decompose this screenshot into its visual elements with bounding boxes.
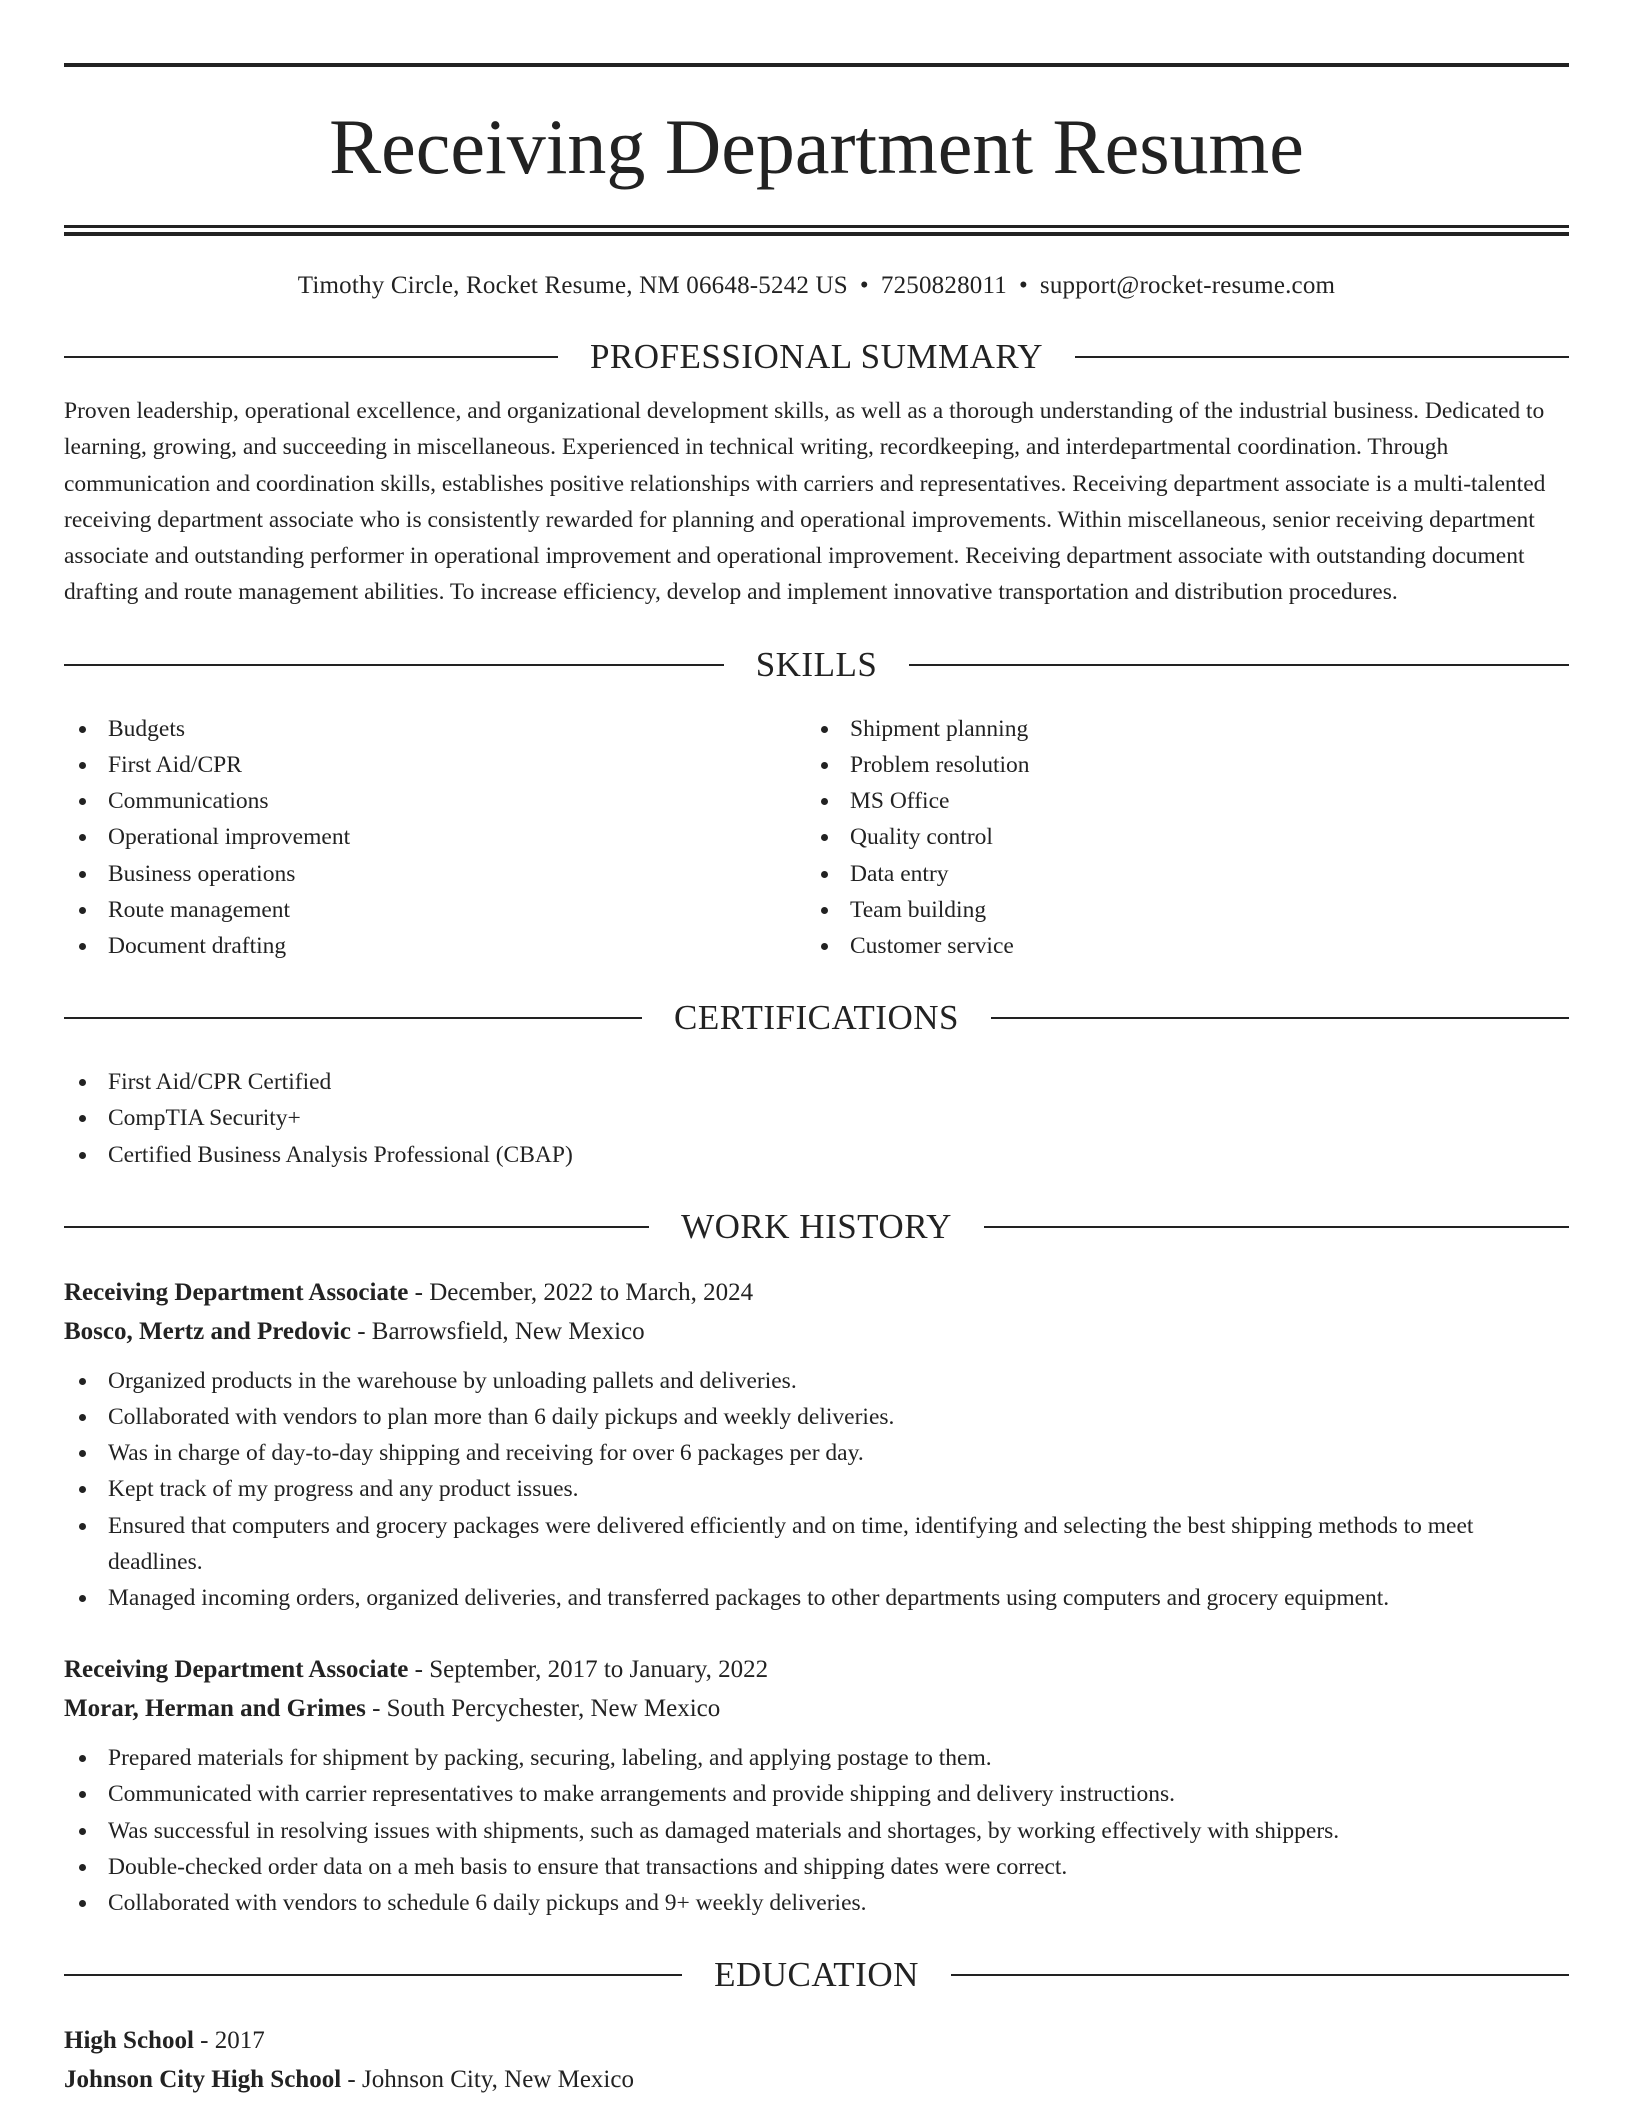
job-dates: - December, 2022 to March, 2024 [408, 1278, 754, 1306]
heading-rule [951, 1974, 1569, 1976]
skill-item: Data entry [806, 856, 1548, 892]
skills-columns [64, 711, 1569, 964]
summary-text: Proven leadership, operational excellence, and organizational development skills, as well as a thorough understanding of the industrial business. Dedicated to learning, growing, and succeeding in miscellaneous. Experienced in technical writing, recordkeeping, and interdepartmental coordination. Through communication and coordination skills, establishes positive relationships with carriers and representatives. Receiving department associate is a multi-talented receiving department associate who is consistently rewarded for planning and operational improvements. Within miscellaneous, senior receiving department associate and outstanding performer in operational improvement and operational improvement. Receiving department associate with outstanding document drafting and route management abilities. To increase efficiency, develop and implement innovative transportation and distribution procedures. [64, 398, 1546, 606]
job-title-line [64, 1650, 1569, 1689]
heading-rule [64, 1017, 642, 1019]
skill-item: Route management [64, 892, 806, 928]
heading-rule [909, 664, 1569, 666]
job-location: - Barrowsfield, New Mexico [350, 1317, 645, 1345]
skill-item: Budgets [64, 711, 806, 747]
resume-title: Receiving Department Resume [329, 103, 1304, 190]
contact-address: Timothy Circle, Rocket Resume, NM 06648-5242 US [297, 272, 848, 299]
skill-item: First Aid/CPR [64, 747, 806, 783]
summary-heading: PROFESSIONAL SUMMARY [589, 337, 1044, 376]
job-title: Receiving Department Associate [64, 1278, 409, 1306]
section-heading-certifications [64, 996, 1569, 1040]
heading-rule [1075, 356, 1569, 358]
job-bullet: Was in charge of day-to-day shipping and receiving for over 6 packages per day. [64, 1435, 1569, 1471]
heading-rule [64, 664, 724, 666]
job-dates: - September, 2017 to January, 2022 [408, 1656, 769, 1684]
job-bullet: Organized products in the warehouse by unloading pallets and deliveries. [64, 1363, 1569, 1399]
education-degree: High School [64, 2027, 194, 2055]
job-bullet: Prepared materials for shipment by packing, securing, labeling, and applying postage to them. [64, 1740, 1569, 1776]
job-bullet: Ensured that computers and grocery packages were delivered efficiently and on time, identifying and selecting the best shipping methods to meet deadlines. [64, 1508, 1569, 1580]
contact-line [64, 269, 1569, 303]
skill-item: Customer service [806, 928, 1548, 964]
job-entry [64, 1273, 1569, 1616]
job-bullet: Collaborated with vendors to schedule 6 daily pickups and 9+ weekly deliveries. [64, 1885, 1569, 1921]
job-bullets [64, 1740, 1569, 1921]
section-heading-education [64, 1953, 1569, 1997]
education-degree-line [64, 2021, 1569, 2060]
job-entry [64, 1650, 1569, 1921]
skills-heading: SKILLS [755, 644, 878, 684]
education-location: - Johnson City, New Mexico [341, 2066, 634, 2094]
work-heading: WORK HISTORY [681, 1206, 952, 1246]
heading-rule [984, 1226, 1569, 1228]
skill-item: MS Office [806, 783, 1548, 819]
job-company: Bosco, Mertz and Predovic [64, 1317, 351, 1345]
skill-item: Shipment planning [806, 711, 1548, 747]
heading-rule [991, 1017, 1569, 1019]
heading-rule [64, 1226, 649, 1228]
skill-item: Quality control [806, 819, 1548, 855]
skill-item: Business operations [64, 856, 806, 892]
certification-item: Certified Business Analysis Professional (CBAP) [64, 1137, 1569, 1173]
education-year: - 2017 [193, 2027, 265, 2055]
education-heading: EDUCATION [714, 1955, 919, 1995]
section-heading-work [64, 1205, 1569, 1249]
skill-item: Communications [64, 783, 806, 819]
job-bullet: Communicated with carrier representatives to make arrangements and provide shipping and delivery instructions. [64, 1776, 1569, 1812]
education-school: Johnson City High School [64, 2066, 342, 2094]
job-title: Receiving Department Associate [64, 1656, 409, 1684]
education-school-line [64, 2060, 1569, 2099]
job-bullets [64, 1363, 1569, 1616]
certifications-heading: CERTIFICATIONS [674, 998, 959, 1038]
job-bullet: Managed incoming orders, organized deliveries, and transferred packages to other departments using computers and grocery equipment. [64, 1580, 1569, 1616]
skills-list-right [806, 711, 1548, 964]
job-title-line [64, 1273, 1569, 1312]
job-location: - South Percychester, New Mexico [365, 1695, 721, 1723]
contact-email: support@rocket-resume.com [1039, 272, 1336, 299]
certification-item: CompTIA Security+ [64, 1100, 1569, 1136]
job-company-line [64, 1312, 1569, 1351]
job-company-line [64, 1689, 1569, 1728]
title-double-rule [64, 225, 1569, 236]
contact-phone: 7250828011 [880, 272, 1007, 299]
skills-list-left [64, 711, 806, 964]
skill-item: Operational improvement [64, 819, 806, 855]
heading-rule [64, 356, 558, 358]
contact-separator: • [859, 272, 869, 299]
resume-page [64, 0, 1569, 2099]
certification-item: First Aid/CPR Certified [64, 1064, 1569, 1100]
job-bullet: Double-checked order data on a meh basis to ensure that transactions and shipping dates were correct. [64, 1849, 1569, 1885]
skill-item: Document drafting [64, 928, 806, 964]
section-heading-skills [64, 643, 1569, 687]
section-heading-summary [64, 335, 1569, 379]
heading-rule [64, 1974, 682, 1976]
skill-item: Problem resolution [806, 747, 1548, 783]
skill-item: Team building [806, 892, 1548, 928]
job-bullet: Collaborated with vendors to plan more than 6 daily pickups and weekly deliveries. [64, 1399, 1569, 1435]
top-rule [64, 63, 1569, 67]
certifications-list [64, 1064, 1569, 1173]
job-bullet: Was successful in resolving issues with shipments, such as damaged materials and shortages, by working effectively with shippers. [64, 1813, 1569, 1849]
job-bullet: Kept track of my progress and any product issues. [64, 1471, 1569, 1507]
contact-separator: • [1018, 272, 1028, 299]
job-company: Morar, Herman and Grimes [64, 1695, 366, 1723]
education-entry [64, 2021, 1569, 2099]
